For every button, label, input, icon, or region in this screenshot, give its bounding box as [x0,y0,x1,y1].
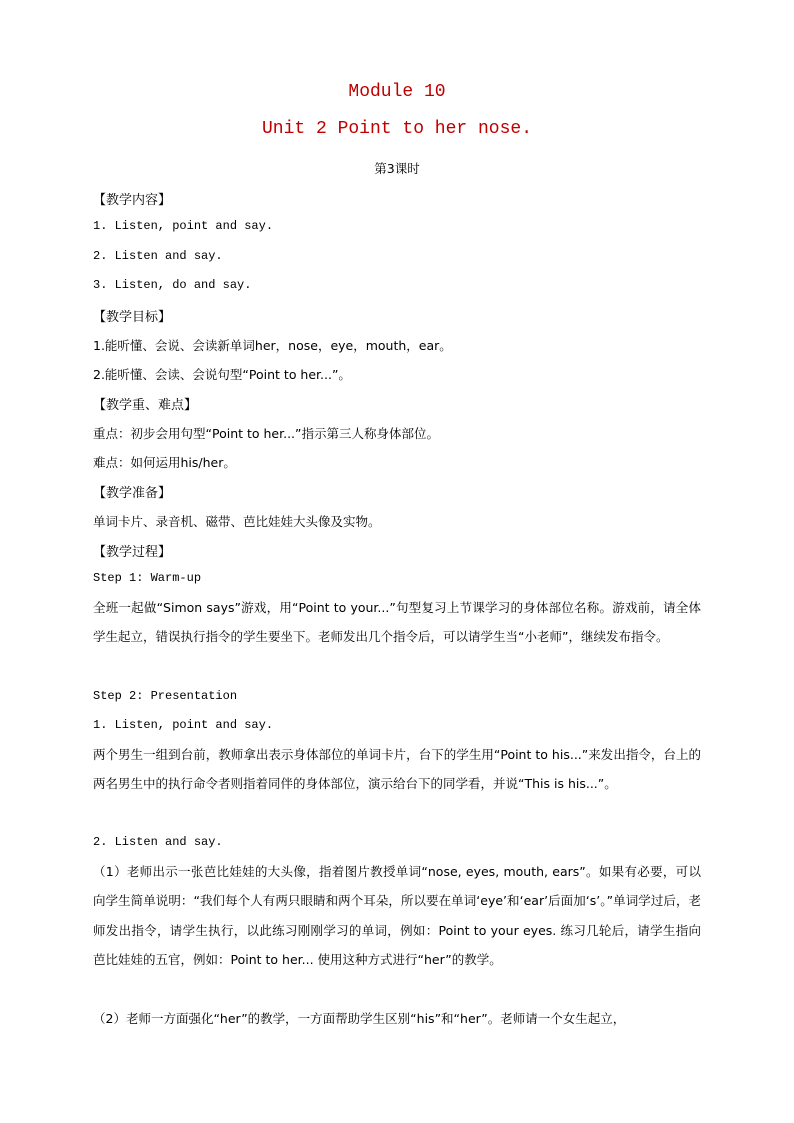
module-title: Module 10 [348,82,446,102]
step-2-title: Step 2: Presentation [93,689,238,703]
step-2-sub-2-paragraph-2: （2）老师一方面强化“her”的教学，一方面帮助学生区别“his”和“her”。老师请一个女生起立， [93,1011,626,1026]
heading-teaching-goals: 【教学目标】 [93,310,172,325]
content-item-3: 3. Listen, do and say. [93,278,252,292]
heading-preparation: 【教学准备】 [93,486,172,501]
heading-teaching-content: 【教学内容】 [93,193,172,208]
content-item-1: 1. Listen, point and say. [93,219,274,233]
unit-title: Unit 2 Point to her nose. [261,119,533,139]
content-item-2: 2. Listen and say. [93,249,223,263]
key-point: 重点：初步会用句型“Point to her...”指示第三人称身体部位。 [93,426,440,441]
goal-item-1: 1.能听懂、会说、会读新单词her，nose，eye，mouth，ear。 [93,338,452,353]
preparation-text: 单词卡片、录音机、磁带、芭比娃娃大头像及实物。 [93,514,381,529]
lesson-number: 第3课时 [374,161,420,176]
difficult-point: 难点：如何运用his/her。 [93,455,236,470]
step-2-sub-1-title: 1. Listen, point and say. [93,718,274,732]
step-2-sub-2-title: 2. Listen and say. [93,835,223,849]
goal-item-2: 2.能听懂、会读、会说句型“Point to her...”。 [93,367,351,382]
step-1-paragraph: 全班一起做“Simon says”游戏，用“Point to your...”句型复习上节课学习的身体部位名称。游戏前，请全体学生起立，错误执行指令的学生要坐下。老师发出几个指令后，可以请学生当“小老师”，继续发布指令。 [93,600,701,645]
heading-key-points: 【教学重、难点】 [93,398,198,413]
step-1-title: Step 1: Warm-up [93,571,202,585]
step-2-sub-2-paragraph-1: （1）老师出示一张芭比娃娃的大头像，指着图片教授单词“nose, eyes, mouth, ears”。如果有必要，可以向学生简单说明：“我们每个人有两只眼睛和两个耳朵，所以要在单词‘eye’和‘ear’后面加‘s’。”单词学过后，老师发出指令，请学生执行，以此练习刚刚学习的单词，例如：Point to your eyes. 练习几轮后，请学生指向芭比娃娃的五官，例如：Point to her... 使用这种方式进行“her”的教学。 [93,864,701,967]
step-2-sub-1-paragraph: 两个男生一组到台前，教师拿出表示身体部位的单词卡片，台下的学生用“Point to his...”来发出指令，台上的两名男生中的执行命令者则指着同伴的身体部位，演示给台下的同学看，并说“This is his...”。 [93,747,701,792]
heading-teaching-process: 【教学过程】 [93,545,172,560]
